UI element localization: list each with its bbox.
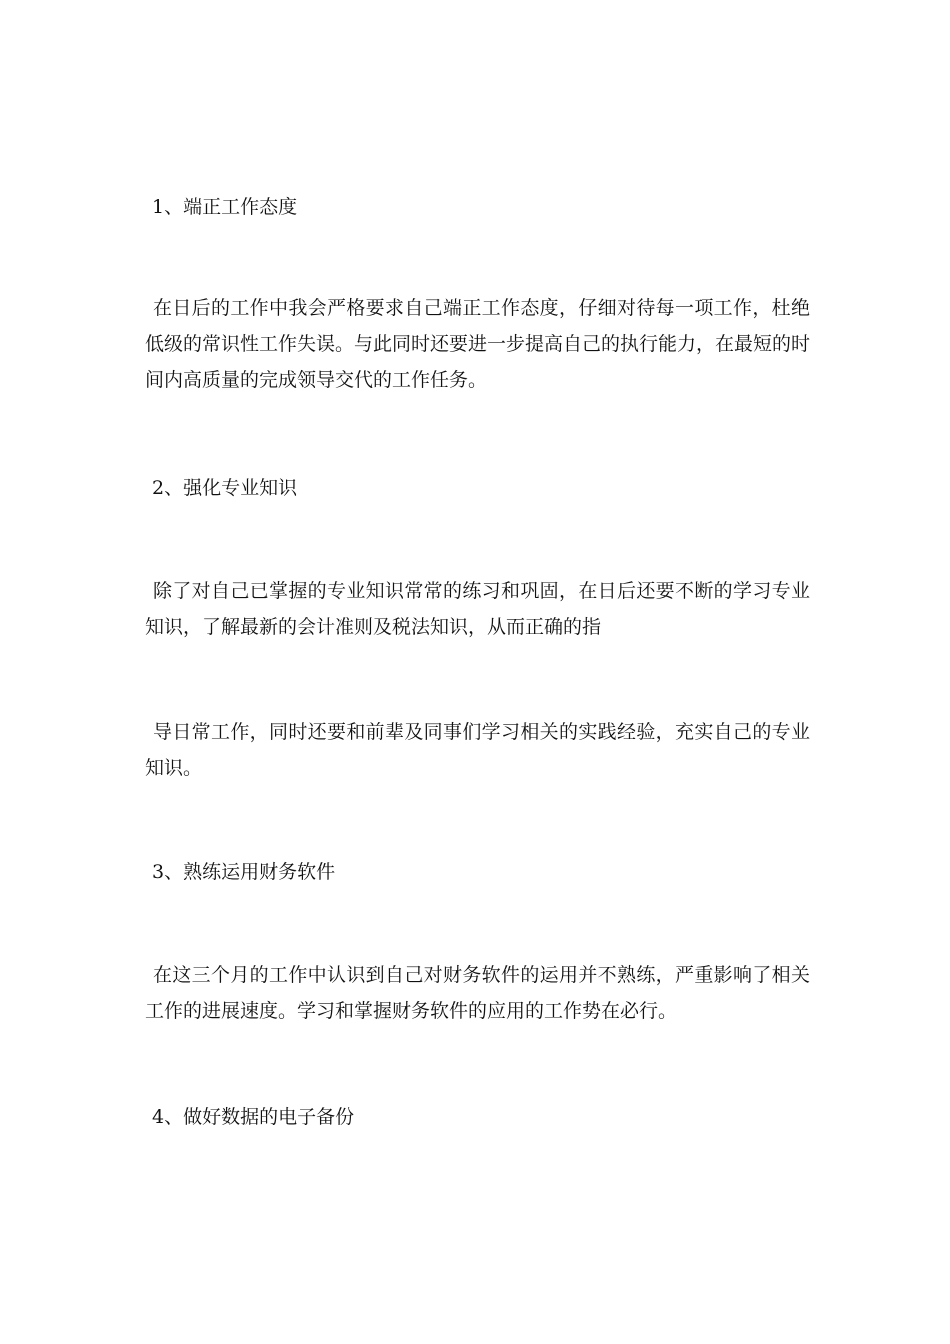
paragraph-attitude: 在日后的工作中我会严格要求自己端正工作态度，仔细对待每一项工作，杜绝低级的常识性工作失误。与此同时还要进一步提高自己的执行能力，在最短的时间内高质量的完成领导交代的工作任务。: [145, 297, 811, 391]
paragraph-professional-knowledge-part2: 导日常工作，同时还要和前辈及同事们学习相关的实践经验，充实自己的专业知识。: [145, 721, 810, 779]
paragraph-financial-software: 在这三个月的工作中认识到自己对财务软件的运用并不熟练，严重影响了相关工作的进展速度。学习和掌握财务软件的应用的工作势在必行。: [145, 964, 810, 1022]
paragraph-professional-knowledge-part1: 除了对自己已掌握的专业知识常常的练习和巩固，在日后还要不断的学习专业知识，了解最新的会计准则及税法知识，从而正确的指: [145, 580, 810, 638]
section-heading-attitude: 1、端正工作态度: [152, 196, 298, 218]
section-heading-professional-knowledge: 2、强化专业知识: [152, 477, 298, 499]
section-heading-data-backup: 4、做好数据的电子备份: [152, 1106, 355, 1128]
section-heading-financial-software: 3、熟练运用财务软件: [152, 861, 336, 883]
